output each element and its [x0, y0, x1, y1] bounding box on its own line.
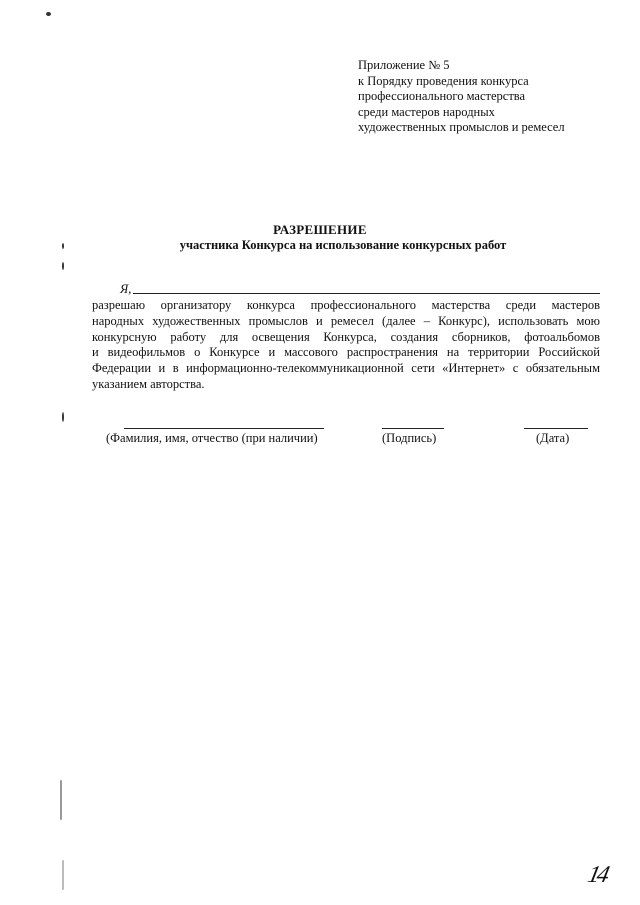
- appendix-line: среди мастеров народных: [358, 104, 495, 119]
- appendix-block: [358, 58, 618, 136]
- name-signature-line: [124, 428, 324, 429]
- paragraph-line: указанием авторства.: [92, 376, 205, 391]
- date-caption: (Дата): [536, 431, 570, 445]
- paragraph-line: народных художественных промыслов и ремесел (далее – Конкурс), использовать мою: [92, 313, 600, 328]
- date-line: [524, 428, 588, 429]
- document-title: РАЗРЕШЕНИЕ: [273, 222, 367, 237]
- scan-speck: [46, 12, 51, 16]
- appendix-line: художественных промыслов и ремесел: [358, 120, 565, 134]
- name-fill-line: [120, 282, 600, 298]
- name-underline: [133, 293, 600, 294]
- permission-paragraph: [92, 298, 600, 393]
- paragraph-line: и видеофильмов о Конкурсе и массового распространения на территории Российской: [92, 345, 600, 360]
- signature-caption: (Подпись): [382, 431, 437, 445]
- appendix-line: к Порядку проведения конкурса: [358, 73, 529, 88]
- document-subtitle: участника Конкурса на использование конкурсных работ: [179, 238, 507, 252]
- scan-speck: [60, 780, 62, 820]
- signature-line: [382, 428, 444, 429]
- scan-speck: [62, 412, 64, 422]
- appendix-line: профессионального мастерства: [358, 89, 526, 103]
- scan-speck: [62, 860, 64, 890]
- scan-speck: [62, 262, 64, 270]
- ya-label: Я,: [120, 282, 132, 296]
- paragraph-line: Федерации и в информационно-телекоммуникационной сети «Интернет» с обязательным: [92, 361, 600, 376]
- paragraph-line: разрешаю организатору конкурса профессионального мастерства среди мастеров: [92, 298, 600, 312]
- name-caption: (Фамилия, имя, отчество (при наличии): [106, 431, 318, 445]
- appendix-line: Приложение № 5: [358, 58, 450, 72]
- paragraph-line: конкурсную работу для освещения Конкурса, создания сборников, фотоальбомов: [92, 329, 600, 344]
- page-number: 14: [585, 862, 609, 888]
